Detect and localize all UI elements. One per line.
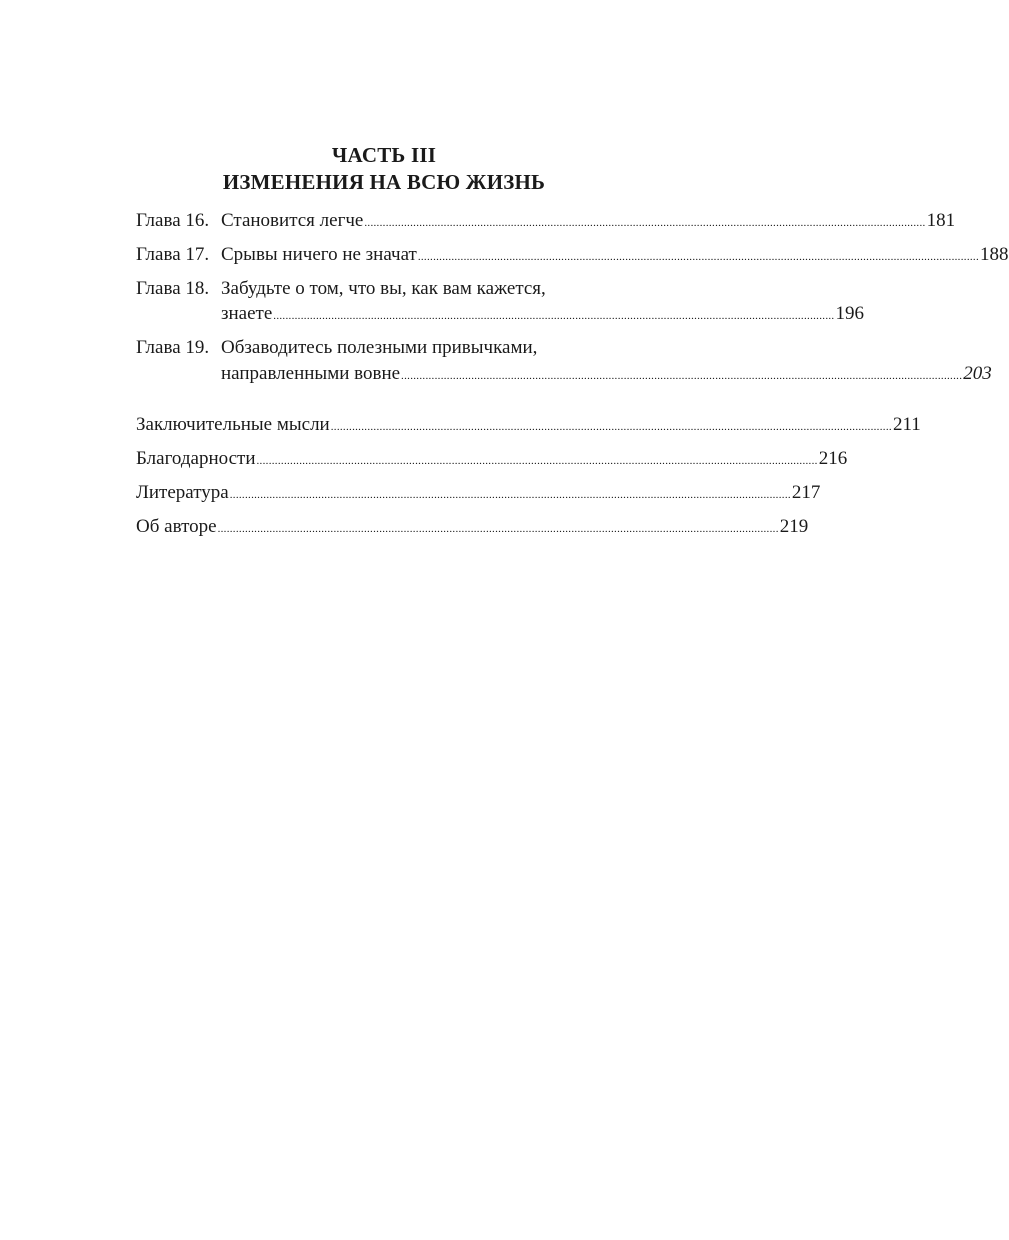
toc-entry[interactable] — [136, 243, 1009, 267]
chapter-number: Глава 16. — [136, 210, 210, 231]
dot-leader: ........................................................................................................................................................................................ — [417, 251, 980, 263]
dot-leader: ........................................................................................................................................................................................ — [217, 523, 779, 535]
dot-leader: ........................................................................................................................................................................................ — [273, 310, 835, 322]
toc-entry[interactable] — [136, 209, 956, 233]
part-label: ЧАСТЬ III — [331, 143, 437, 167]
dot-leader: ........................................................................................................................................................................................ — [330, 421, 892, 433]
section-title: Литература — [136, 482, 229, 503]
section-title: Об авторе — [136, 516, 217, 537]
page-number: 219 — [779, 516, 809, 537]
toc-entry[interactable] — [136, 277, 661, 301]
dot-leader: ........................................................................................................................................................................................ — [401, 370, 963, 382]
page-number: 188 — [980, 244, 1009, 265]
page-number: 196 — [835, 303, 864, 324]
section-title: Благодарности — [136, 448, 256, 469]
toc-entry-continuation[interactable] — [136, 362, 992, 386]
toc-entry[interactable] — [136, 481, 821, 505]
toc-entry[interactable] — [136, 336, 661, 360]
toc-entry[interactable] — [136, 515, 809, 539]
section-title: Заключительные мысли — [136, 414, 330, 435]
toc-entry-continuation[interactable] — [136, 302, 864, 326]
dot-leader: ........................................................................................................................................................................................ — [229, 489, 791, 501]
page-number: 181 — [926, 210, 956, 231]
chapter-number: Глава 18. — [136, 278, 210, 299]
chapter-title: Срывы ничего не значат — [221, 244, 417, 265]
dot-leader: ........................................................................................................................................................................................ — [364, 217, 926, 229]
page-number: 211 — [892, 414, 921, 435]
chapter-title: Становится легче — [221, 210, 364, 231]
dot-leader: ........................................................................................................................................................................................ — [256, 455, 818, 467]
page-number: 216 — [818, 448, 848, 469]
toc-entry[interactable] — [136, 447, 848, 471]
chapter-number: Глава 19. — [136, 337, 210, 358]
chapter-title-line-2: направленными вовне — [221, 363, 401, 384]
page-number: 203 — [963, 363, 992, 384]
toc-entry[interactable] — [136, 413, 921, 437]
chapter-title-line-1: Забудьте о том, что вы, как вам кажется, — [221, 278, 546, 299]
chapter-title-line-1: Обзаводитесь полезными привычками, — [221, 337, 538, 358]
chapter-number: Глава 17. — [136, 244, 210, 265]
chapter-title-line-2: знаете — [221, 303, 273, 324]
part-title: ИЗМЕНЕНИЯ НА ВСЮ ЖИЗНЬ — [222, 170, 546, 194]
page-number: 217 — [791, 482, 821, 503]
